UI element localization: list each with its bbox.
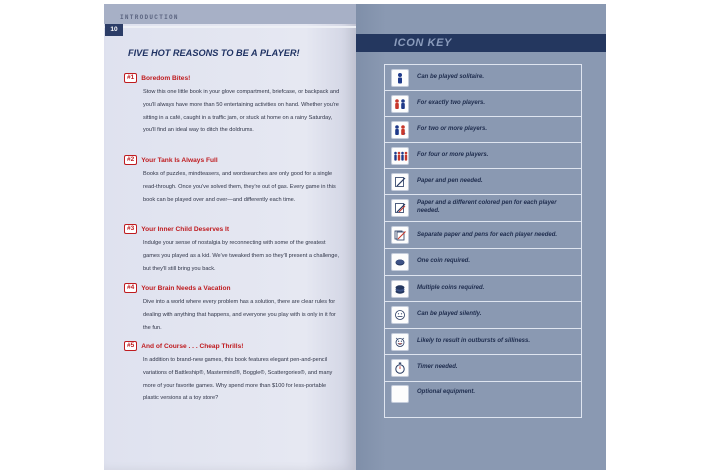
reason-body: Dive into a world where every problem has a solution, there are clear rules for dealing with anything that happens, and everyone you play with is only in it for the fun. — [143, 299, 336, 331]
icon-key-label: Can be played silently. — [417, 311, 482, 317]
reason-badge: #5 — [124, 341, 137, 351]
one-coin-icon — [391, 253, 409, 271]
reason-body: Books of puzzles, mindteasers, and wordsearches are only good for a single read-through. Once you've solved them, they're out of gas. Every game in this book can be played over and over—and differently each time. — [143, 171, 336, 203]
reason-item — [124, 154, 340, 206]
icon-key-label: For four or more players. — [417, 152, 489, 158]
reason-body: Indulge your sense of nostalgia by reconnecting with some of the greatest games you played as a kid. We've tweaked them so they'll present a challenge, but they'll still bring you back. — [143, 240, 340, 272]
reason-item — [124, 223, 340, 275]
section-label: INTRODUCTION — [120, 14, 179, 21]
reason-title: Boredom Bites! — [141, 74, 191, 82]
two-or-more-players-icon — [391, 121, 409, 139]
icon-key-row — [385, 90, 581, 117]
reason-badge: #3 — [124, 224, 137, 234]
header-rule — [104, 26, 356, 28]
icon-key-row — [385, 354, 581, 382]
silliness-icon — [391, 333, 409, 351]
icon-key-label: Timer needed. — [417, 364, 458, 370]
icon-key-title: ICON KEY — [394, 37, 452, 49]
optional-equipment-icon — [391, 385, 409, 403]
icon-key-label: Can be played solitaire. — [417, 74, 485, 80]
reason-item — [124, 282, 340, 334]
icon-key-row — [385, 194, 581, 222]
reason-item — [124, 72, 340, 137]
paper-colored-pen-icon — [391, 199, 409, 217]
paper-pen-icon — [391, 173, 409, 191]
left-page — [104, 4, 356, 470]
icon-key-row — [385, 301, 581, 329]
icon-key-label: For exactly two players. — [417, 100, 486, 106]
icon-key-row — [385, 275, 581, 302]
reason-badge: #1 — [124, 73, 137, 83]
reason-title: Your Tank Is Always Full — [141, 156, 218, 164]
icon-key-label: Separate paper and pens for each player needed. — [417, 232, 558, 238]
icon-key-label: Likely to result in outbursts of silliness. — [417, 338, 531, 344]
icon-key-row — [385, 168, 581, 195]
icon-key-row — [385, 248, 581, 276]
icon-key-row — [385, 116, 581, 143]
silent-play-icon — [391, 306, 409, 324]
icon-key-row — [385, 221, 581, 249]
icon-key-row — [385, 328, 581, 355]
icon-key-label: One coin required. — [417, 258, 471, 264]
multiple-coins-icon — [391, 280, 409, 298]
svg-text:+: + — [403, 131, 406, 136]
reason-title: And of Course . . . Cheap Thrills! — [141, 342, 244, 350]
icon-key-label: Paper and a different colored pen for each player needed. — [417, 200, 557, 214]
four-or-more-players-icon — [391, 147, 409, 165]
right-page — [356, 4, 606, 470]
icon-key-label: Paper and pen needed. — [417, 178, 483, 184]
reason-badge: #4 — [124, 283, 137, 293]
page-number: 10 — [105, 24, 123, 36]
icon-key-row — [385, 381, 581, 405]
separate-paper-pens-icon — [391, 226, 409, 244]
two-players-icon — [391, 95, 409, 113]
one-player-icon — [391, 69, 409, 87]
book-spread — [104, 4, 606, 470]
reason-title: Your Inner Child Deserves It — [141, 225, 230, 233]
reason-title: Your Brain Needs a Vacation — [141, 284, 231, 292]
reason-body: In addition to brand-new games, this book features elegant pen-and-pencil variations of Battleship®, Mastermind®, Boggle®, Scattergories®, and many more of your favorite games. Why spend more than $100 for less-portable plastic versions at a toy store? — [143, 357, 333, 402]
icon-key-row — [385, 142, 581, 169]
icon-key-label: For two or more players. — [417, 126, 488, 132]
timer-icon — [391, 359, 409, 377]
icon-key-row — [385, 65, 581, 91]
icon-key-table — [384, 64, 582, 418]
icon-key-label: Multiple coins required. — [417, 285, 485, 291]
icon-key-label: Optional equipment. — [417, 389, 475, 395]
reason-body: Stow this one little book in your glove compartment, briefcase, or backpack and you'll always have more than 50 entertaining activities on hand. Whether you're sitting in a café, caught in a traffic jam, or stuck at home on a rainy Saturday, you'll find an ideal way to ditch the doldrums. — [143, 89, 340, 134]
reason-item — [124, 340, 340, 405]
page-title: FIVE HOT REASONS TO BE A PLAYER! — [128, 48, 300, 58]
reason-badge: #2 — [124, 155, 137, 165]
